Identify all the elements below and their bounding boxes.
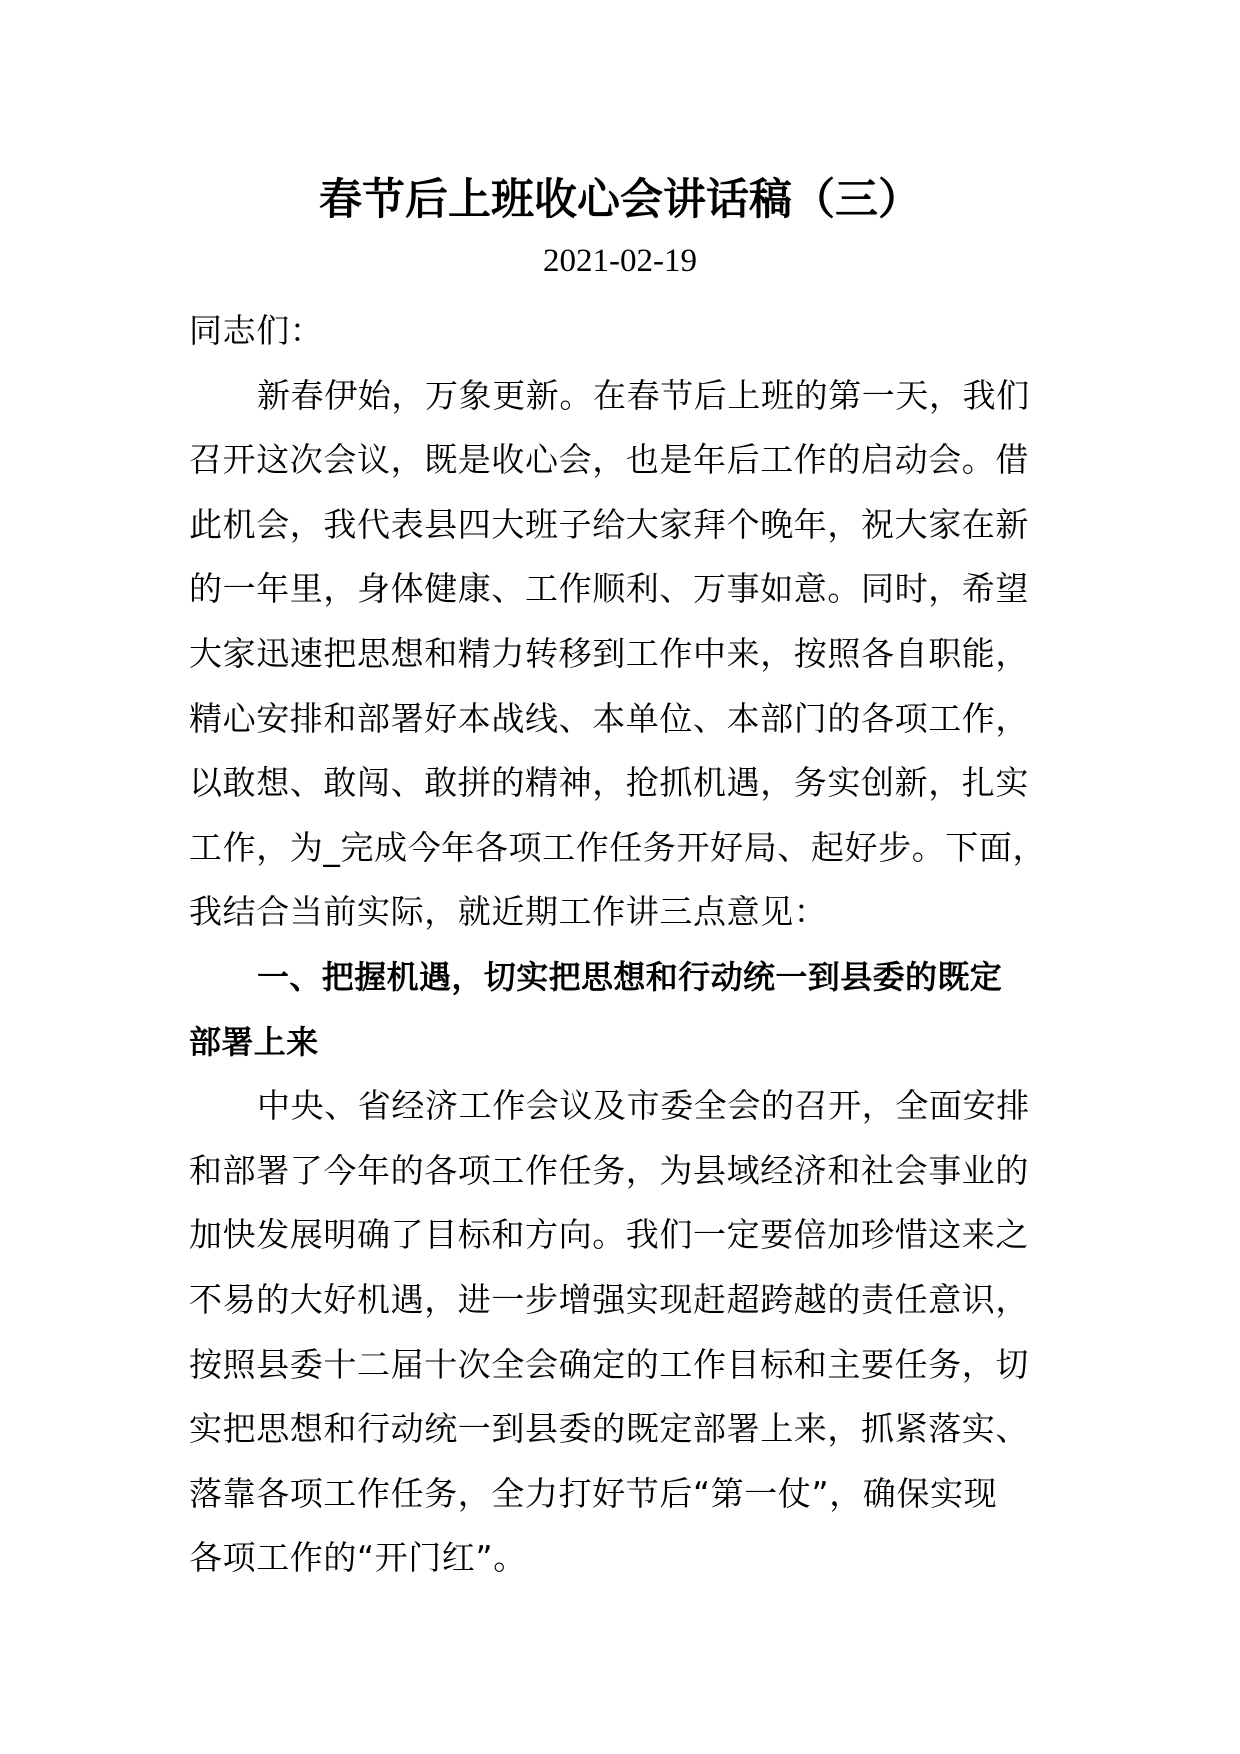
paragraph-line: 精心安排和部署好本战线、本单位、本部门的各项工作， [189, 698, 1029, 738]
paragraph-line: 的一年里，身体健康、工作顺利、万事如意。同时，希望 [189, 569, 1029, 609]
paragraph-line: 此机会，我代表县四大班子给大家拜个晚年，祝大家在新 [189, 504, 1029, 544]
paragraph-line: 实把思想和行动统一到县委的既定部署上来，抓紧落实、 [189, 1409, 1029, 1449]
section-heading-1 [189, 945, 1059, 1074]
document-date: 2021-02-19 [543, 243, 697, 279]
paragraph-1 [189, 364, 1059, 945]
paragraph-line: 按照县委十二届十次全会确定的工作目标和主要任务，切 [189, 1344, 1029, 1384]
paragraph-line: 加快发展明确了目标和方向。我们一定要倍加珍惜这来之 [189, 1215, 1029, 1255]
paragraph-2 [189, 1074, 1059, 1591]
salutation: 同志们： [189, 311, 324, 350]
document-title: 春节后上班收心会讲话稿（三） [319, 175, 921, 225]
paragraph-line: 工作，为_完成今年各项工作任务开好局、起好步。下面， [189, 827, 1047, 867]
paragraph-line: 我结合当前实际，就近期工作讲三点意见： [189, 892, 828, 932]
heading-line: 一、把握机遇，切实把思想和行动统一到县委的既定 [257, 957, 1003, 996]
paragraph-line: 和部署了今年的各项工作任务，为县域经济和社会事业的 [189, 1150, 1029, 1190]
paragraph-line: 召开这次会议，既是收心会，也是年后工作的启动会。借 [189, 440, 1029, 480]
paragraph-line: 大家迅速把思想和精力转移到工作中来，按照各自职能， [189, 633, 1029, 673]
paragraph-line: 新春伊始，万象更新。在春节后上班的第一天，我们 [257, 375, 1030, 415]
paragraph-line: 落靠各项工作任务，全力打好节后“第一仗”，确保实现 [189, 1473, 998, 1513]
paragraph-line: 各项工作的“开门红”。 [189, 1538, 527, 1578]
document-body [189, 299, 1059, 1591]
paragraph-line: 以敢想、敢闯、敢拼的精神，抢抓机遇，务实创新，扎实 [189, 763, 1029, 803]
paragraph-line: 不易的大好机遇，进一步增强实现赶超跨越的责任意识， [189, 1279, 1029, 1319]
heading-line: 部署上来 [189, 1022, 319, 1061]
paragraph-line: 中央、省经济工作会议及市委全会的召开，全面安排 [257, 1086, 1030, 1126]
